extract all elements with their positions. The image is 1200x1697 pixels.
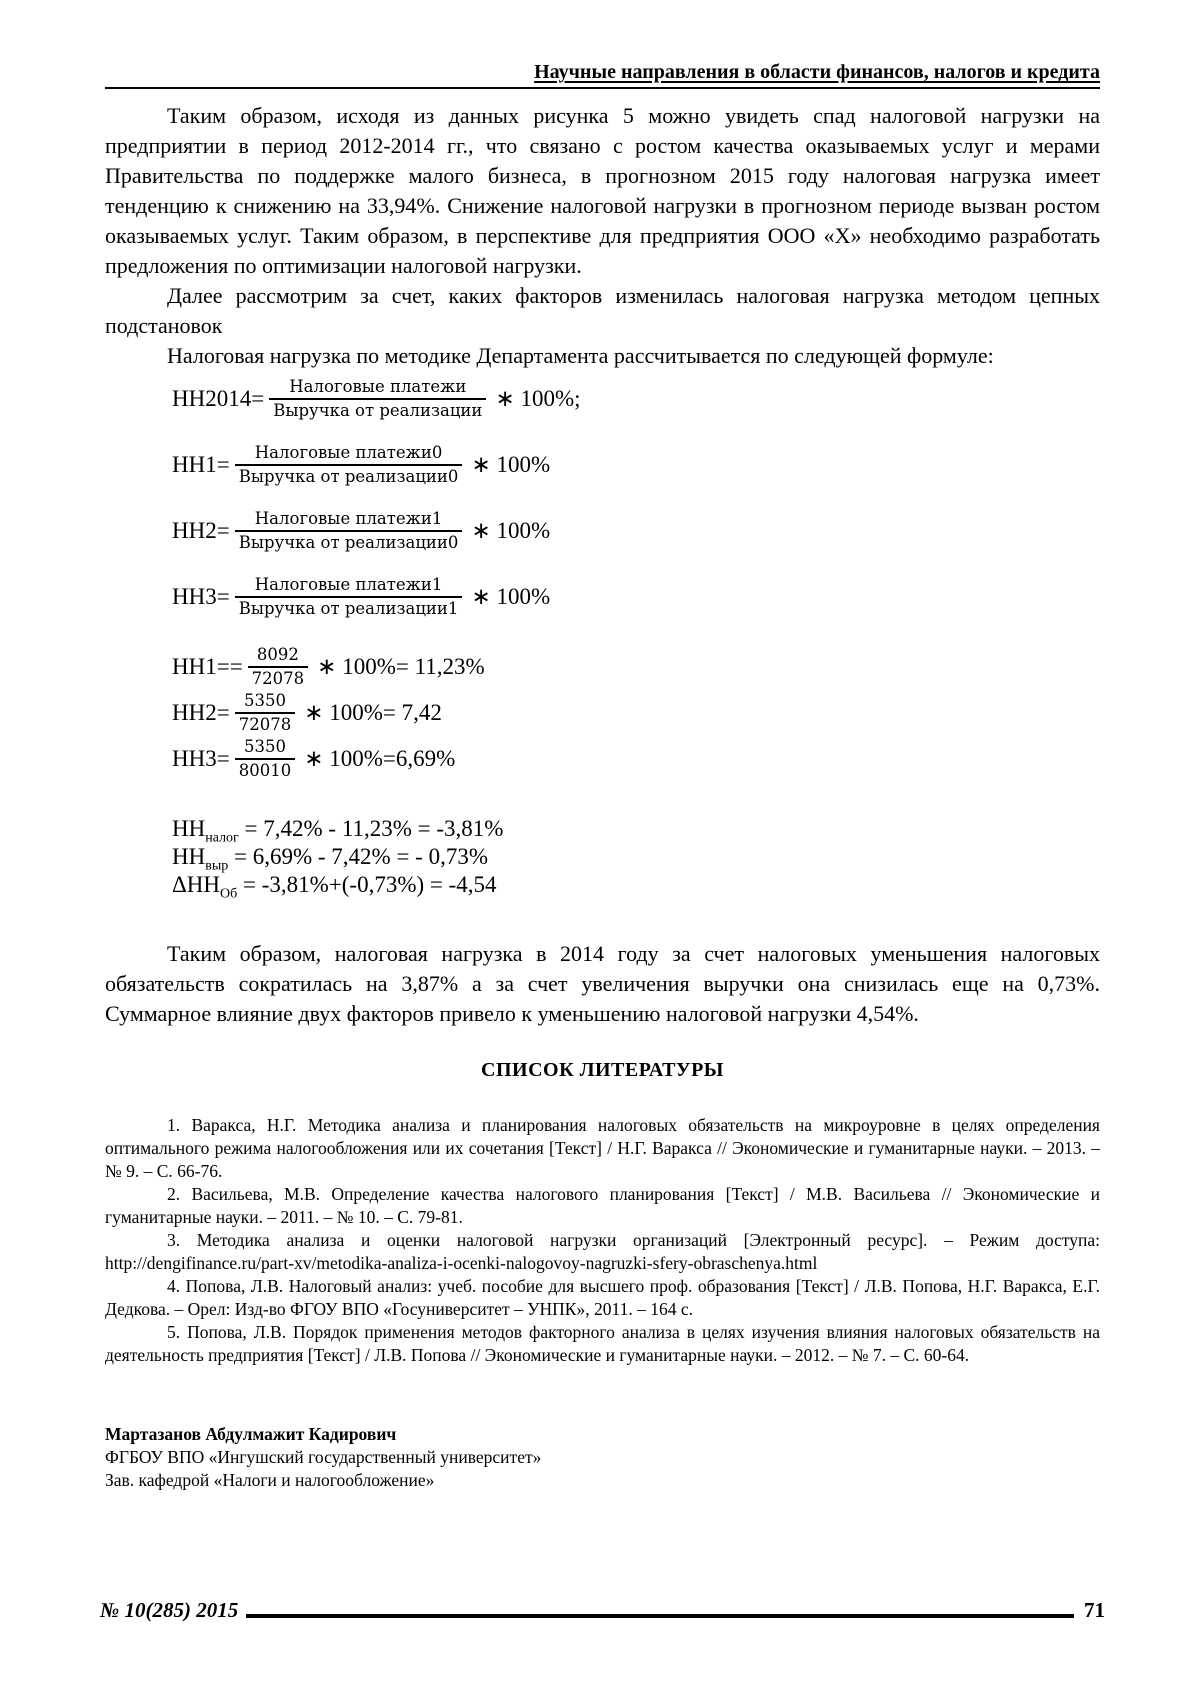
formula-suffix: ∗ 100%= 11,23%	[317, 654, 485, 679]
formula-suffix: ∗ 100%	[471, 452, 551, 477]
running-head	[105, 60, 1100, 89]
author-affiliation: ФГБОУ ВПО «Ингушский государственный университет»	[105, 1447, 542, 1467]
delta-subscript: налог	[205, 830, 239, 846]
delta-base: НН	[172, 844, 206, 869]
paragraph-summary: Таким образом, налоговая нагрузка в 2014 году за счет налоговых уменьшения налоговых обязательств сократилась на 3,87% а за счет увеличения выручки она снизилась еще на 0,73%. Суммарное влияние двух факторов привело к уменьшению налоговой нагрузки 4,54%.	[105, 941, 1100, 1026]
delta-nn-nalog	[172, 815, 1100, 846]
delta-nn-ob	[172, 871, 1100, 902]
delta-expression: = 7,42% - 11,23% = -3,81%	[238, 816, 504, 841]
formula-suffix: ∗ 100%	[471, 584, 551, 609]
body-text	[105, 101, 1100, 371]
formula-nn3	[172, 575, 1100, 619]
journal-issue-label: № 10(285) 2015	[100, 1598, 239, 1622]
formula-nn2	[172, 509, 1100, 553]
delta-subscript: Об	[220, 886, 238, 902]
fraction	[235, 443, 463, 487]
fraction	[235, 737, 296, 781]
delta-expression: = 6,69% - 7,42% = - 0,73%	[228, 844, 489, 869]
paragraph-chain-substitution-intro: Далее рассмотрим за счет, каких факторов изменилась налоговая нагрузка методом цепных подстановок	[105, 283, 1100, 338]
calc-nn3	[172, 737, 1100, 781]
fraction-denominator: 80010	[238, 761, 292, 780]
fraction-numerator: Налоговые платежи1	[235, 575, 463, 598]
delta-subscript: выр	[205, 858, 229, 874]
delta-nn-vyr	[172, 843, 1100, 874]
formula-label: НН2=	[172, 700, 230, 725]
fraction-numerator: 5350	[235, 691, 296, 714]
formula-factor-deltas	[172, 815, 1100, 902]
delta-base: НН	[172, 816, 206, 841]
body-text-conclusion	[105, 939, 1100, 1029]
page-number: 71	[1084, 1598, 1105, 1622]
fraction-numerator: 5350	[235, 737, 296, 760]
reference-item-4: 4. Попова, Л.В. Налоговый анализ: учеб. пособие для высшего проф. образования [Текст] / Л.В. Попова, Н.Г. Варакса, Е.Г. Дедкова. – Орел: Изд-во ФГОУ ВПО «Госуниверситет – УНПК», 2011. – 164 с.	[105, 1276, 1100, 1319]
formula-label: НН3=	[172, 584, 230, 609]
fraction-numerator: Налоговые платежи0	[235, 443, 463, 466]
formula-definitions	[172, 377, 1100, 619]
author-position: Зав. кафедрой «Налоги и налогообложение»	[105, 1470, 435, 1490]
fraction-denominator: Выручка от реализации0	[238, 467, 459, 486]
formula-calculations	[172, 645, 1100, 781]
reference-list	[105, 1114, 1100, 1367]
formula-suffix: ∗ 100%;	[495, 386, 581, 411]
formula-label: НН3=	[172, 746, 230, 771]
fraction	[235, 509, 463, 553]
formula-suffix: ∗ 100%=6,69%	[304, 746, 456, 771]
fraction	[248, 645, 309, 689]
fraction-denominator: Выручка от реализации1	[238, 599, 459, 618]
fraction-denominator: 72078	[238, 715, 292, 734]
literature-heading: СПИСОК ЛИТЕРАТУРЫ	[481, 1059, 724, 1081]
fraction-denominator: Выручка от реализации0	[238, 533, 459, 552]
reference-item-1: 1. Варакса, Н.Г. Методика анализа и планирования налоговых обязательств на микроуровне в целях определения оптимального режима налогообложения или их сочетания [Текст] / Н.Г. Варакса // Экономические и гуманитарные науки. – 2013. – № 9. – С. 66-76.	[105, 1115, 1100, 1181]
footer-rule	[246, 1614, 1074, 1618]
delta-expression: = -3,81%+(-0,73%) = -4,54	[237, 872, 497, 897]
page-footer	[100, 1598, 1105, 1623]
formula-label: НН1==	[172, 654, 243, 679]
fraction	[235, 691, 296, 735]
fraction-numerator: Налоговые платежи1	[235, 509, 463, 532]
reference-item-2: 2. Васильева, М.В. Определение качества налогового планирования [Текст] / М.В. Васильева // Экономические и гуманитарные науки. – 2011. – № 10. – С. 79-81.	[105, 1184, 1100, 1227]
fraction-denominator: 72078	[251, 669, 305, 688]
author-block	[105, 1423, 1100, 1492]
calc-nn1	[172, 645, 1100, 689]
running-head-title: Научные направления в области финансов, налогов и кредита	[534, 61, 1100, 83]
formula-label: НН2014=	[172, 386, 265, 411]
formula-label: НН2=	[172, 518, 230, 543]
formula-suffix: ∗ 100%= 7,42	[304, 700, 442, 725]
paragraph-conclusion-figure5: Таким образом, исходя из данных рисунка 5 можно увидеть спад налоговой нагрузки на предприятии в период 2012-2014 гг., что связано с ростом качества оказываемых услуг и мерами Правительства по поддержке малого бизнеса, в прогнозном 2015 году налоговая нагрузка имеет тенденцию к снижению на 33,94%. Снижение налоговой нагрузки в прогнозном периоде вызван ростом оказываемых услуг. Таким образом, в перспективе для предприятия ООО «Х» необходимо разработать предложения по оптимизации налоговой нагрузки.	[105, 103, 1100, 278]
formula-label: НН1=	[172, 452, 230, 477]
paragraph-method-formula-intro: Налоговая нагрузка по методике Департамента рассчитывается по следующей формуле:	[167, 343, 994, 368]
author-name: Мартазанов Абдулмажит Кадирович	[105, 1424, 397, 1444]
reference-item-3: 3. Методика анализа и оценки налоговой нагрузки организаций [Электронный ресурс]. – Режим доступа: http://dengifinance.ru/part-xv/metodika-analiza-i-ocenki-nalogovoy-nagruzki-sfery-obraschenya.html	[105, 1230, 1100, 1273]
calc-nn2	[172, 691, 1100, 735]
fraction-numerator: Налоговые платежи	[269, 377, 486, 400]
fraction	[235, 575, 463, 619]
formula-suffix: ∗ 100%	[471, 518, 551, 543]
fraction-numerator: 8092	[248, 645, 309, 668]
fraction-denominator: Выручка от реализации	[273, 401, 483, 420]
formula-nn1	[172, 443, 1100, 487]
delta-base: ΔНН	[172, 872, 221, 897]
reference-item-5: 5. Попова, Л.В. Порядок применения методов факторного анализа в целях изучения влияния налоговых обязательств на деятельность предприятия [Текст] / Л.В. Попова // Экономические и гуманитарные науки. – 2012. – № 7. – С. 60-64.	[105, 1322, 1100, 1365]
formula-nn2014	[172, 377, 1100, 421]
fraction	[269, 377, 486, 421]
